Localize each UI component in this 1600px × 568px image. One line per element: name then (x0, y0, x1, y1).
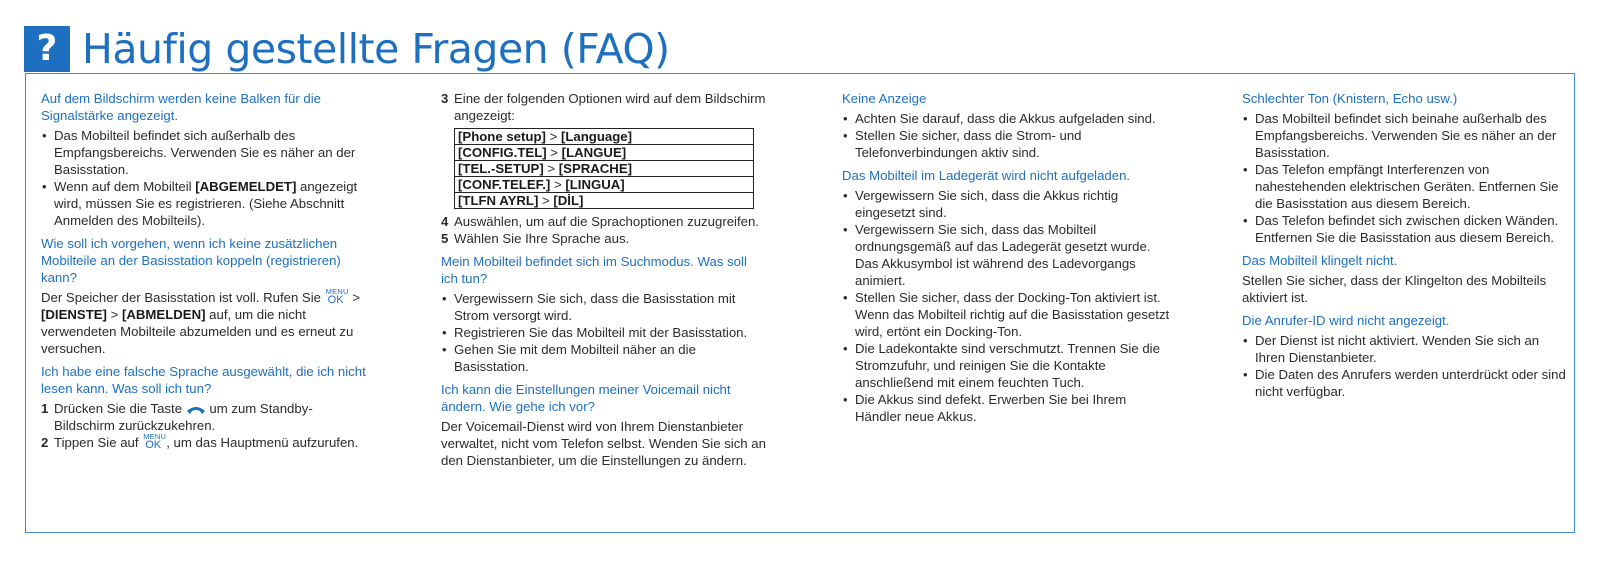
table-row: [Phone setup] > [Language] (455, 129, 753, 145)
faq-column-3 (842, 90, 1172, 425)
faq-question: Das Mobilteil im Ladegerät wird nicht aufgeladen. (842, 168, 1131, 183)
faq-answer-list (842, 110, 1172, 161)
list-item: • Die Ladekontakte sind verschmutzt. Trennen Sie die Stromzufuhr, und reinigen Sie die Kontakte anschließend mit einem feuchten Tuch. (842, 340, 1172, 391)
list-item: • Das Mobilteil befindet sich außerhalb des Empfangsbereichs. Verwenden Sie es näher an der Basisstation. (41, 127, 371, 178)
list-item: • Achten Sie darauf, dass die Akkus aufgeladen sind. (842, 110, 1172, 127)
faq-answer-list (842, 187, 1172, 425)
faq-answer-list (41, 127, 371, 229)
list-item: • Das Telefon befindet sich zwischen dicken Wänden. Entfernen Sie die Basisstation aus diesem Bereich. (1242, 212, 1572, 246)
faq-question: Auf dem Bildschirm werden keine Balken für die Signalstärke angezeigt. (41, 91, 322, 123)
faq-question: Ich kann die Einstellungen meiner Voicemail nicht ändern. Wie gehe ich vor? (441, 382, 731, 414)
list-item: • Die Daten des Anrufers werden unterdrückt oder sind nicht verfügbar. (1242, 366, 1572, 400)
table-row: [TEL.-SETUP] > [SPRACHE] (455, 161, 753, 177)
faq-column-2 (441, 90, 766, 469)
question-mark-icon: ? (24, 26, 70, 72)
end-call-icon (186, 405, 206, 415)
faq-question: Ich habe eine falsche Sprache ausgewählt, die ich nicht lesen kann. Was soll ich tun? (41, 364, 366, 396)
faq-column-1 (41, 90, 371, 451)
list-item: • Gehen Sie mit dem Mobilteil näher an die Basisstation. (441, 341, 766, 375)
step-item: 3 Eine der folgenden Optionen wird auf dem Bildschirm angezeigt: (441, 91, 766, 123)
step-item: 5 Wählen Sie Ihre Sprache aus. (441, 231, 630, 246)
step-item: 1 Drücken Sie die Taste um zum Standby-Bildschirm zurückzukehren. (41, 401, 313, 433)
menu-ok-key-icon: MENU OK (325, 287, 349, 306)
faq-question: Schlechter Ton (Knistern, Echo usw.) (1242, 91, 1458, 106)
menu-ok-key-icon: MENU OK (143, 432, 167, 451)
step-item: 2 Tippen Sie auf MENU OK , um das Hauptmenü aufzurufen. (41, 432, 359, 451)
list-item: • Das Mobilteil befindet sich beinahe außerhalb des Empfangsbereichs. Verwenden Sie es näher an der Basisstation. (1242, 110, 1572, 161)
page-title: Häufig gestellte Fragen (FAQ) (82, 25, 670, 73)
faq-answer: Der Speicher der Basisstation ist voll. Rufen Sie MENU OK > [DIENSTE] > [ABMELDEN] auf, um die nicht verwendeten Mobilteile abzumelden und es erneut zu versuchen. (41, 287, 361, 356)
faq-answer-list (1242, 332, 1572, 400)
menu-dienste: [DIENSTE] (41, 307, 107, 322)
faq-question: Die Anrufer-ID wird nicht angezeigt. (1242, 313, 1450, 328)
list-item: • Stellen Sie sicher, dass der Docking-Ton aktiviert ist. Wenn das Mobilteil richtig auf die Basisstation gesetzt wird, ertönt ein Docking-Ton. (842, 289, 1172, 340)
page-header (24, 24, 670, 74)
display-text-abgemeldet: [ABGEMELDET] (195, 179, 297, 194)
table-row: [TLFN AYRL] > [DİL] (455, 193, 753, 209)
list-item: • Vergewissern Sie sich, dass die Basisstation mit Strom versorgt wird. (441, 290, 766, 324)
language-options-table (454, 128, 754, 209)
table-row: [CONFIG.TEL] > [LANGUE] (455, 145, 753, 161)
faq-answer: Der Voicemail-Dienst wird von Ihrem Dienstanbieter verwaltet, nicht vom Telefon selbst. Wenden Sie sich an den Dienstanbieter, um die Einstellungen zu ändern. (441, 419, 766, 468)
faq-question: Mein Mobilteil befindet sich im Suchmodus. Was soll ich tun? (441, 254, 747, 286)
faq-question: Das Mobilteil klingelt nicht. (1242, 253, 1398, 268)
table-row: [CONF.TELEF.] > [LINGUA] (455, 177, 753, 193)
list-item: • Der Dienst ist nicht aktiviert. Wenden Sie sich an Ihren Dienstanbieter. (1242, 332, 1572, 366)
faq-answer-list (441, 290, 766, 375)
list-item: • Das Telefon empfängt Interferenzen von nahestehenden elektrischen Geräten. Entfernen Sie die Basisstation aus diesem Bereich. (1242, 161, 1572, 212)
faq-question: Wie soll ich vorgehen, wenn ich keine zusätzlichen Mobilteile an der Basisstation koppeln (registrieren) kann? (41, 236, 341, 285)
list-item: • Stellen Sie sicher, dass die Strom- und Telefonverbindungen aktiv sind. (842, 127, 1172, 161)
list-item: • Vergewissern Sie sich, dass das Mobilteil ordnungsgemäß auf das Ladegerät gesetzt wurde. Das Akkusymbol ist während des Ladevorgangs animiert. (842, 221, 1172, 289)
list-item: • Die Akkus sind defekt. Erwerben Sie bei Ihrem Händler neue Akkus. (842, 391, 1172, 425)
faq-question: Keine Anzeige (842, 91, 927, 106)
list-item: • Wenn auf dem Mobilteil [ABGEMELDET] angezeigt wird, müssen Sie es registrieren. (Siehe Abschnitt Anmelden des Mobilteils). (41, 178, 371, 229)
step-item: 4 Auswählen, um auf die Sprachoptionen zuzugreifen. (441, 214, 759, 229)
list-item: • Registrieren Sie das Mobilteil mit der Basisstation. (441, 324, 766, 341)
menu-abmelden: [ABMELDEN] (121, 307, 206, 322)
faq-column-4 (1242, 90, 1572, 400)
list-item: • Vergewissern Sie sich, dass die Akkus richtig eingesetzt sind. (842, 187, 1172, 221)
faq-answer-list (1242, 110, 1572, 246)
faq-answer: Stellen Sie sicher, dass der Klingelton des Mobilteils aktiviert ist. (1242, 273, 1547, 305)
